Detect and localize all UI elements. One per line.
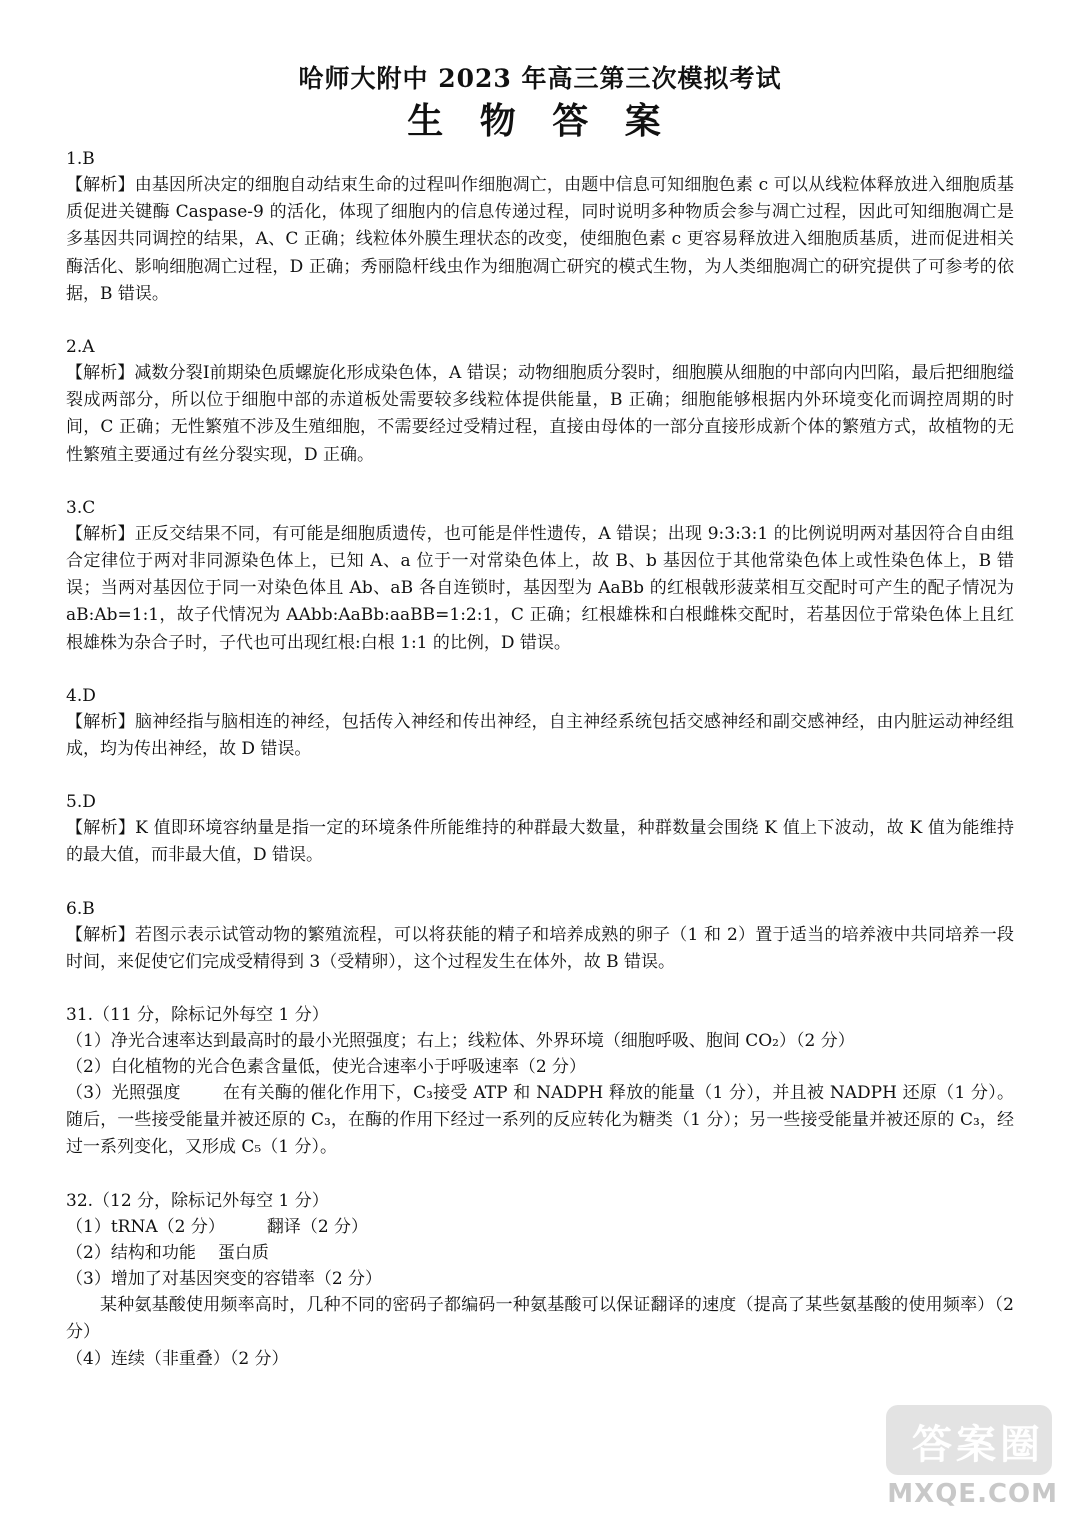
answer-part: （3）光照强度: [66, 1083, 181, 1104]
answer-line: （3）增加了对基因突变的容错率（2 分）: [66, 1268, 383, 1289]
answer-part: 蛋白质: [217, 1242, 269, 1263]
question-analysis: 【解析】减数分裂Ⅰ前期染色质螺旋化形成染色体，A 错误；动物细胞质分裂时，细胞膜从细胞的中部向内凹陷，最后把细胞缢裂成两部分，所以位于细胞中部的赤道板处需要较多线粒体提供能量，B 正确；细胞能够根据内外环境变化而调控周期的时间，C 正确；无性繁殖不涉及生殖细胞，不需要经过受精过程，直接由母体的一部分直接形成新个体的繁殖方式，故植物的无性繁殖主要通过有丝分裂实现，D 正确。: [66, 363, 1014, 465]
question-number: 2.A: [66, 337, 95, 358]
page-subtitle: 生 物 答 案: [407, 100, 673, 142]
question-analysis: 【解析】由基因所决定的细胞自动结束生命的过程叫作细胞凋亡，由题中信息可知细胞色素 c 可以从线粒体释放进入细胞质基质促进关键酶 Caspase-9 的活化，体现了细胞内的信息传递过程，同时说明多种物质会参与凋亡过程，因此可知细胞凋亡是多基因共同调控的结果，A、C 正确；线粒体外膜生理状态的改变，使细胞色素 c 更容易释放进入细胞质基质，进而促进相关酶活化、影响细胞凋亡过程，D 正确；秀丽隐杆线虫作为细胞凋亡研究的模式生物，为人类细胞凋亡的研究提供了可参考的依据，B 错误。: [66, 175, 1014, 304]
question-2: [66, 334, 1014, 469]
question-number: 4.D: [66, 685, 96, 706]
question-number: 1.B: [66, 149, 95, 169]
watermark-site: MXQE.COM: [887, 1479, 1058, 1509]
question-31: [66, 1002, 1014, 1162]
question-number: 5.D: [66, 792, 96, 813]
question-32: [66, 1188, 1014, 1372]
answer-line: [66, 1240, 1014, 1266]
question-5: [66, 789, 1014, 869]
answer-line: [66, 1080, 1014, 1162]
watermark: [878, 1405, 1058, 1515]
question-6: [66, 896, 1014, 976]
question-number: 3.C: [66, 497, 96, 518]
question-header: 31.（11 分，除标记外每空 1 分）: [66, 1005, 329, 1026]
question-3: [66, 495, 1014, 657]
answer-line: [66, 1214, 1014, 1240]
answer-line: （2）白化植物的光合色素含量低，使光合速率小于呼吸速率（2 分）: [66, 1057, 587, 1078]
answer-part: （1）tRNA（2 分）: [66, 1216, 225, 1237]
watermark-logo-text: 答案圈: [912, 1422, 1044, 1468]
question-4: [66, 683, 1014, 763]
question-number: 6.B: [66, 898, 95, 919]
question-analysis: 【解析】若图示表示试管动物的繁殖流程，可以将获能的精子和培养成熟的卵子（1 和 2）置于适当的培养液中共同培养一段时间，来促使它们完成受精得到 3（受精卵），这个过程发生在体外，故 B 错误。: [66, 924, 1014, 972]
question-analysis: 【解析】K 值即环境容纳量是指一定的环境条件所能维持的种群最大数量，种群数量会围绕 K 值上下波动，故 K 值为能维持的最大值，而非最大值，D 错误。: [66, 818, 1014, 866]
question-header: 32.（12 分，除标记外每空 1 分）: [66, 1190, 329, 1211]
question-analysis: 【解析】脑神经指与脑相连的神经，包括传入神经和传出神经，自主神经系统包括交感神经和副交感神经，由内脏运动神经组成，均为传出神经，故 D 错误。: [66, 711, 1014, 760]
question-1: [66, 146, 1014, 308]
answer-part: （2）结构和功能: [66, 1242, 196, 1263]
answer-part: 在有关酶的催化作用下，C₃接受 ATP 和 NADPH 释放的能量（1 分），并且被 NADPH 还原（1 分）。随后，一些接受能量并被还原的 C₃，在酶的作用下经过一系列的反应转化为糖类（1 分）；另一些接受能量并被还原的 C₃，经过一系列变化，又形成 C₅（1 分）。: [66, 1083, 1014, 1158]
question-analysis: 【解析】正反交结果不同，有可能是细胞质遗传，也可能是伴性遗传，A 错误；出现 9:3:3:1 的比例说明两对基因符合自由组合定律位于两对非同源染色体上，已知 A、a 位于一对常染色体上，故 B、b 基因位于其他常染色体上或性染色体上，B 错误；当两对基因位于同一对染色体且 Ab、aB 各自连锁时，基因型为 AaBb 的红根戟形菠菜相互交配时可产生的配子情况为 aB:Ab=1:1，故子代情况为 AAbb:AaBb:aaBB=1:2:1，C 正确；红根雄株和白根雌株交配时，若基因位于常染色体上且红根雄株为杂合子时，子代也可出现红根:白根 1:1 的比例，D 错误。: [66, 523, 1014, 653]
answer-part: 翻译（2 分）: [266, 1216, 369, 1237]
answer-line: （1）净光合速率达到最高时的最小光照强度；右上；线粒体、外界环境（细胞呼吸、胞间 CO₂）（2 分）: [66, 1031, 855, 1052]
answer-line: （4）连续（非重叠）（2 分）: [66, 1349, 289, 1370]
page-title: 哈师大附中 2023 年高三第三次模拟考试: [298, 64, 782, 93]
answer-line: 某种氨基酸使用频率高时，几种不同的密码子都编码一种氨基酸可以保证翻译的速度（提高了某些氨基酸的使用频率）（2 分）: [66, 1294, 1014, 1342]
